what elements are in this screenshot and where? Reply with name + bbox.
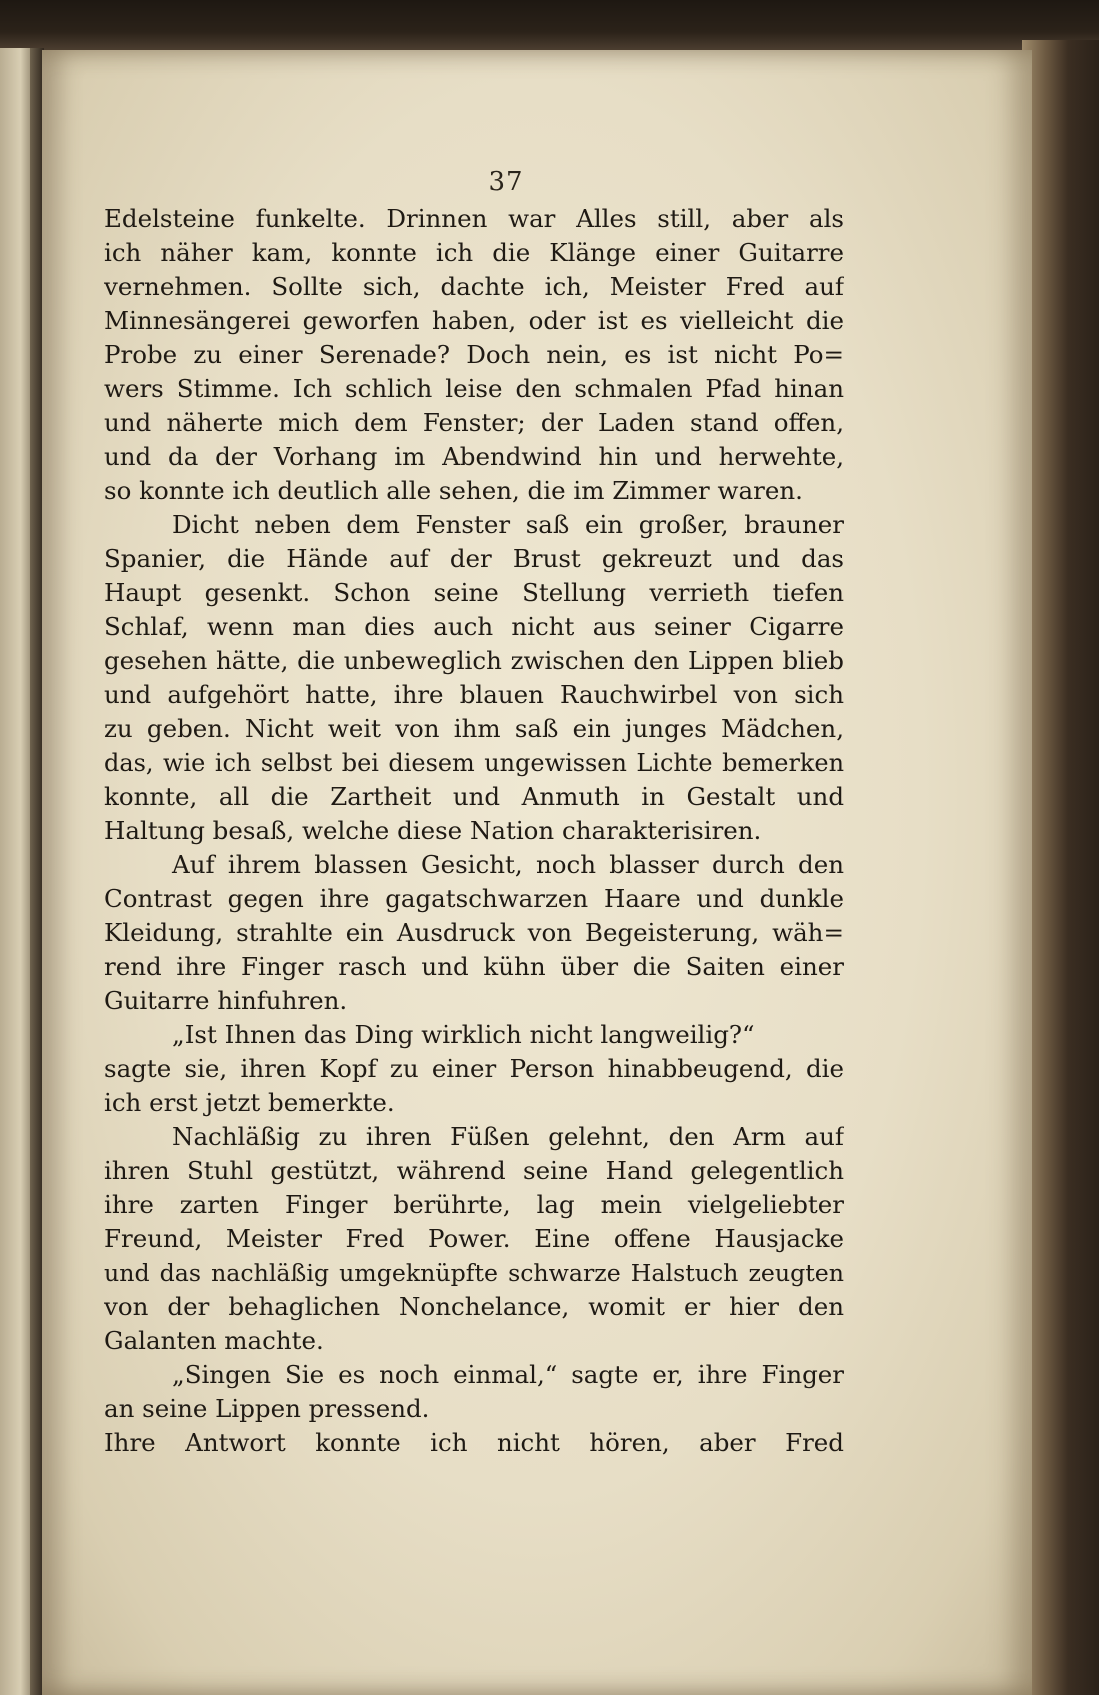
facing-page-edge	[0, 48, 34, 1695]
text-line: und näherte mich dem Fenster; der Laden stand offen,	[104, 408, 844, 437]
text-line: zu geben. Nicht weit von ihm saß ein junges Mädchen,	[104, 714, 844, 743]
text-line: konnte, all die Zartheit und Anmuth in Gestalt und	[104, 782, 844, 811]
text-line: Galanten machte.	[104, 1326, 324, 1355]
text-line: Ihre Antwort konnte ich nicht hören, aber Fred	[104, 1428, 844, 1457]
text-line: Minnesängerei geworfen haben, oder ist es vielleicht die	[104, 306, 844, 335]
page-number: 37	[488, 167, 524, 197]
text-line: das, wie ich selbst bei diesem ungewissen Lichte bemerken	[104, 749, 844, 777]
body-text	[104, 202, 844, 1460]
text-line: rend ihre Finger rasch und kühn über die Saiten einer	[104, 952, 844, 981]
text-line: und aufgehört hatte, ihre blauen Rauchwirbel von sich	[104, 680, 844, 709]
text-line: Nachläßig zu ihren Füßen gelehnt, den Arm auf	[172, 1122, 844, 1151]
text-line: und da der Vorhang im Abendwind hin und herwehte,	[104, 442, 844, 471]
text-line: an seine Lippen pressend.	[104, 1394, 430, 1423]
text-line: Kleidung, strahlte ein Ausdruck von Begeisterung, wäh=	[104, 918, 844, 947]
text-line: ihren Stuhl gestützt, während seine Hand gelegentlich	[104, 1156, 844, 1185]
text-line: „Singen Sie es noch einmal,“ sagte er, ihre Finger	[172, 1360, 844, 1389]
text-line: ich erst jetzt bemerkte.	[104, 1088, 395, 1117]
text-line: Freund, Meister Fred Power. Eine offene Hausjacke	[104, 1224, 844, 1253]
text-line: so konnte ich deutlich alle sehen, die im Zimmer waren.	[104, 476, 803, 505]
text-line: Auf ihrem blassen Gesicht, noch blasser durch den	[172, 850, 844, 879]
text-line: gesehen hätte, die unbeweglich zwischen den Lippen blieb	[104, 646, 844, 675]
text-line: ich näher kam, konnte ich die Klänge einer Guitarre	[104, 238, 844, 267]
text-line: Contrast gegen ihre gagatschwarzen Haare und dunkle	[104, 884, 844, 913]
text-line: von der behaglichen Nonchelance, womit er hier den	[104, 1292, 844, 1321]
text-line: „Ist Ihnen das Ding wirklich nicht langweilig?“	[172, 1020, 755, 1049]
text-line: ihre zarten Finger berührte, lag mein vielgeliebter	[104, 1190, 844, 1219]
text-line: Dicht neben dem Fenster saß ein großer, brauner	[172, 510, 844, 539]
text-line: Haltung besaß, welche diese Nation charakterisiren.	[104, 816, 762, 845]
text-line: sagte sie, ihren Kopf zu einer Person hinabbeugend, die	[104, 1054, 844, 1083]
text-line: Spanier, die Hände auf der Brust gekreuzt und das	[104, 544, 844, 573]
text-line: und das nachläßig umgeknüpfte schwarze Halstuch zeugten	[104, 1259, 844, 1287]
text-line: vernehmen. Sollte sich, dachte ich, Meister Fred auf	[104, 272, 844, 301]
text-line: Haupt gesenkt. Schon seine Stellung verrieth tiefen	[104, 578, 844, 607]
text-line: Schlaf, wenn man dies auch nicht aus seiner Cigarre	[104, 612, 844, 641]
text-line: Edelsteine funkelte. Drinnen war Alles still, aber als	[104, 204, 844, 233]
text-line: Guitarre hinfuhren.	[104, 986, 348, 1015]
page-stack-edge	[1022, 40, 1099, 1695]
text-line: Probe zu einer Serenade? Doch nein, es ist nicht Po=	[104, 340, 844, 369]
text-line: wers Stimme. Ich schlich leise den schmalen Pfad hinan	[104, 374, 844, 403]
